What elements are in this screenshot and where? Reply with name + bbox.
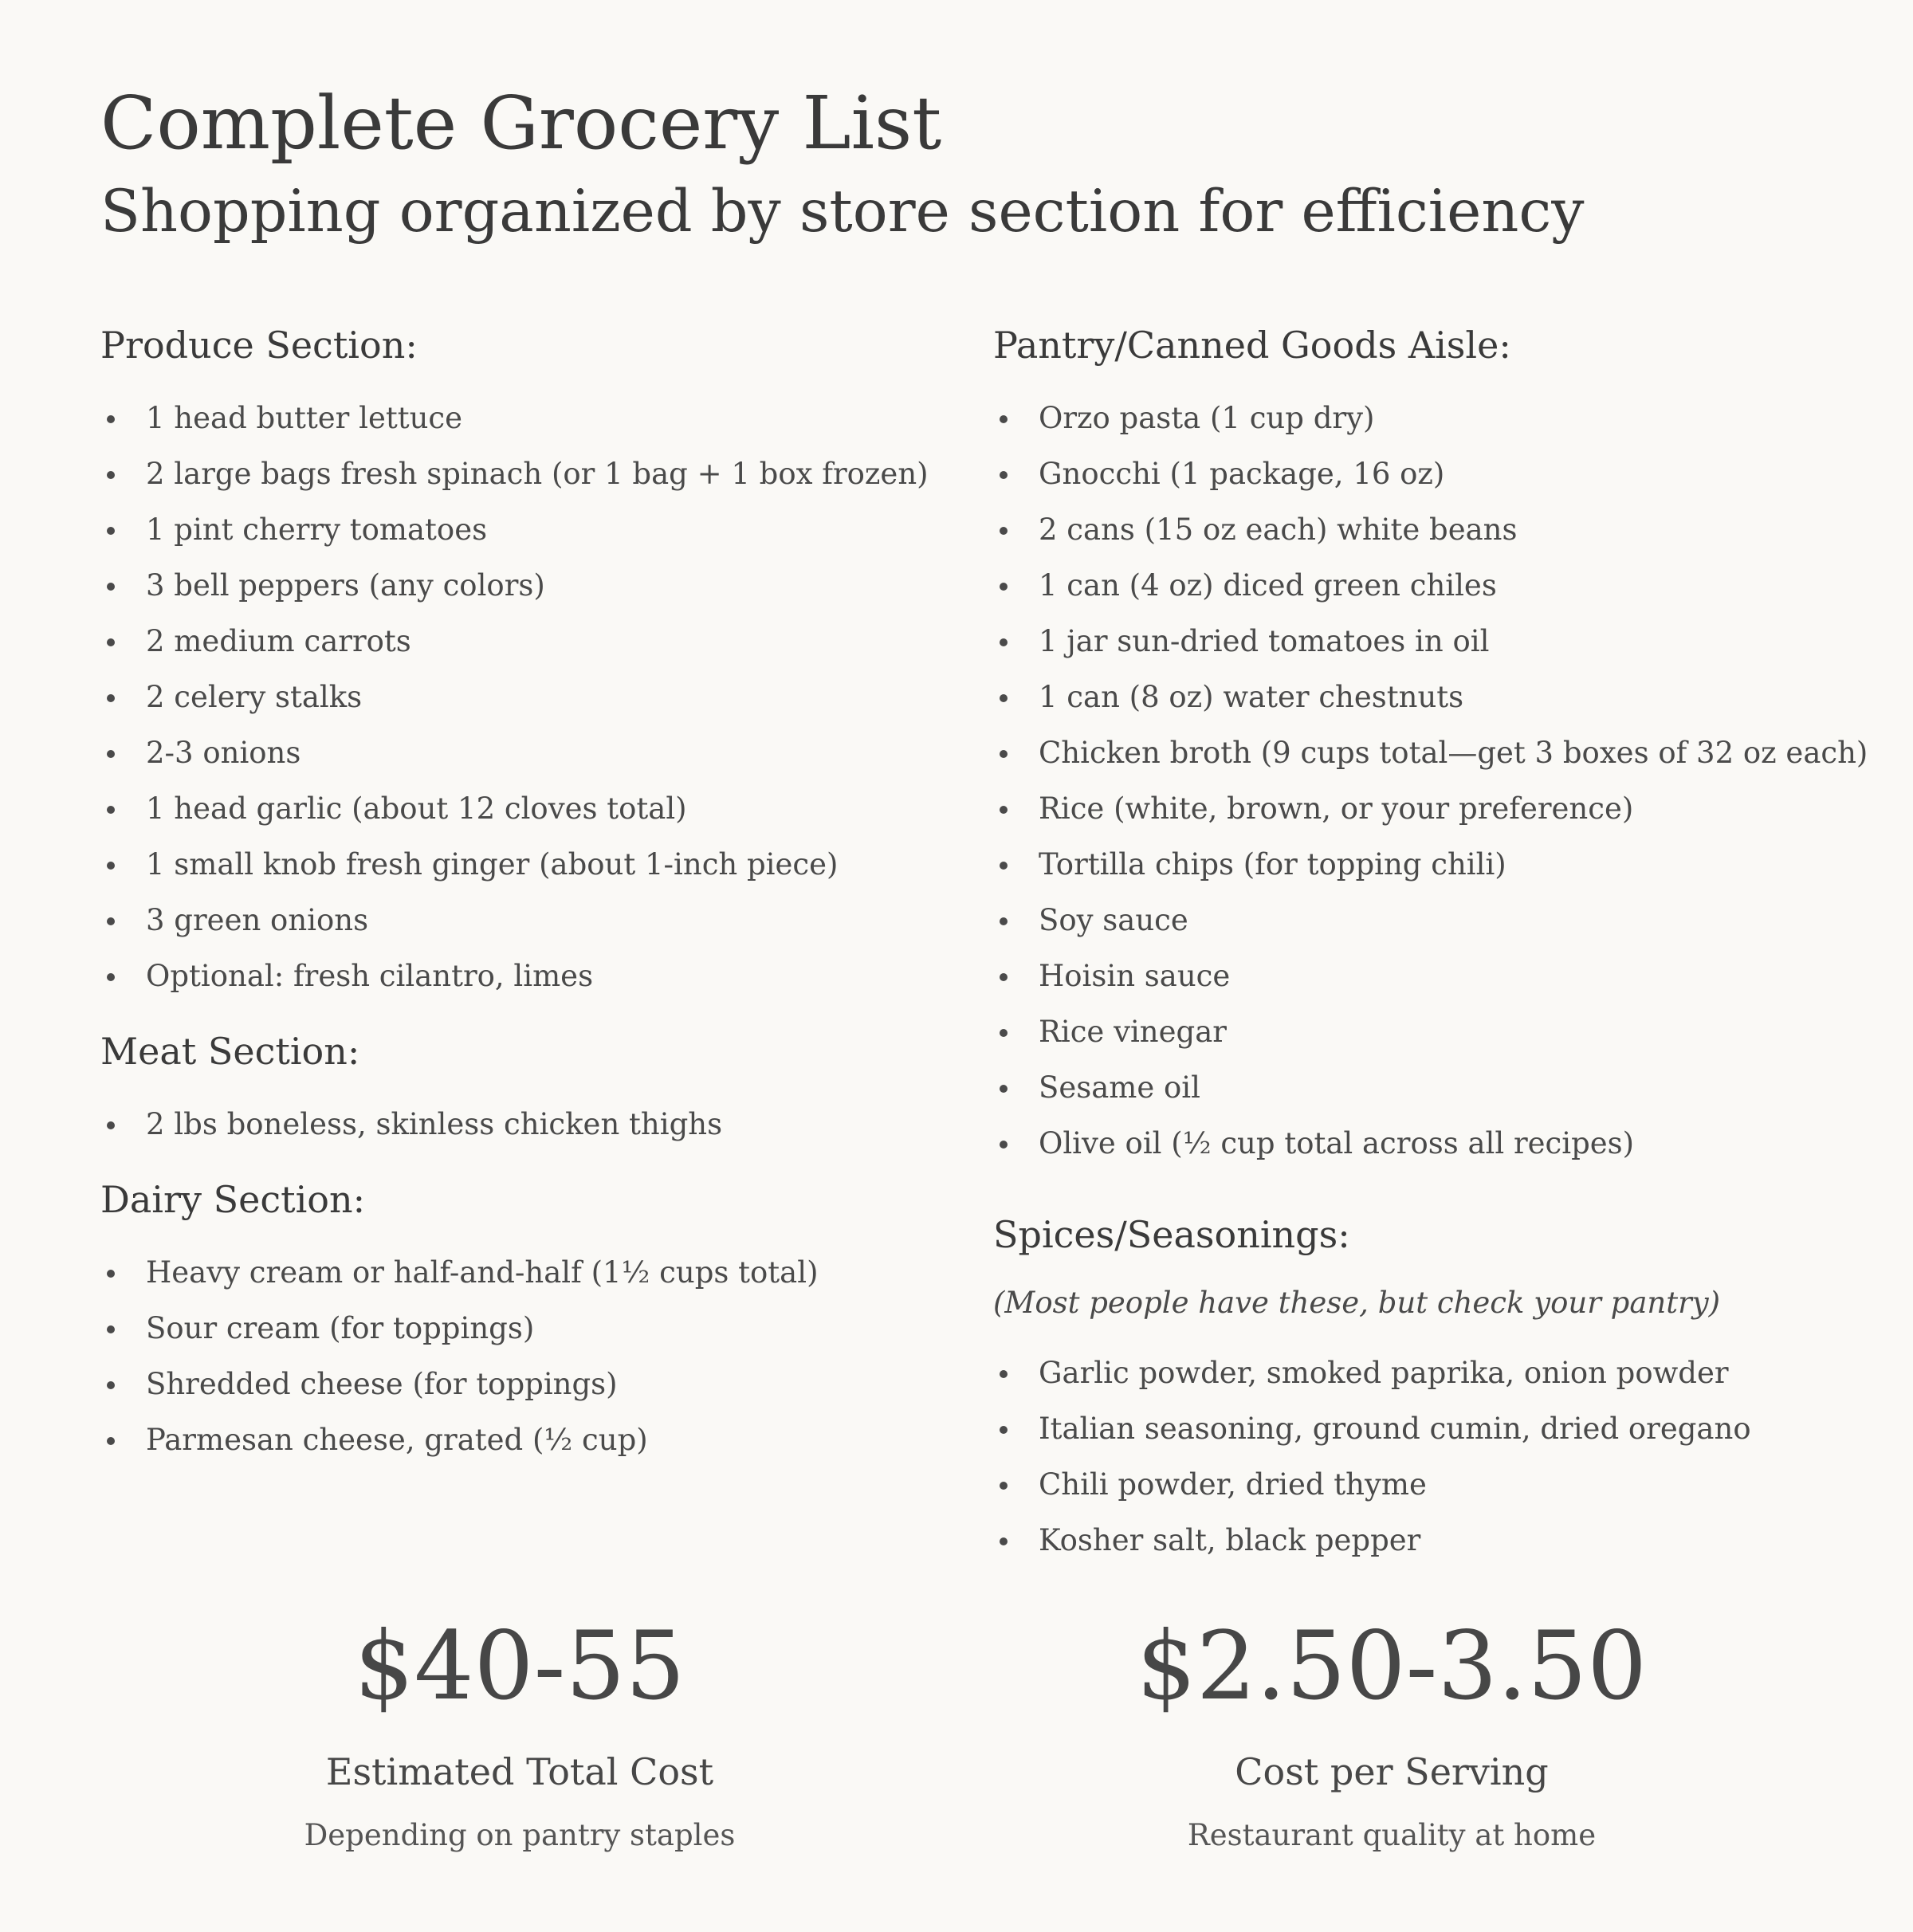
list-item-text: Sour cream (for toppings) [146,1311,535,1345]
list-item [100,725,961,781]
list-item-text: Olive oil (½ cup total across all recipes) [1039,1126,1635,1160]
list-item [993,558,1886,614]
list-item [993,1457,1886,1513]
list-item-text: 2 large bags fresh spinach (or 1 bag + 1 box frozen) [146,457,929,491]
page-title: Complete Grocery List [100,80,942,166]
bullet-icon [107,694,115,702]
bullet-icon [107,973,115,981]
spices-heading: Spices/Seasonings: [993,1213,1350,1256]
list-item [993,1401,1886,1457]
list-item [100,446,961,502]
bullet-icon [1000,806,1008,814]
bullet-icon [107,583,115,591]
list-item-text: Shredded cheese (for toppings) [146,1367,618,1401]
list-item-text: Garlic powder, smoked paprika, onion powder [1039,1356,1729,1390]
bullet-icon [107,1121,115,1129]
list-item [993,725,1886,781]
list-item [100,1412,961,1468]
bullet-icon [1000,415,1008,423]
per-serving-stat [993,1602,1790,1859]
meat-list [100,1097,961,1153]
bullet-icon [1000,1370,1008,1378]
total-cost-note: Depending on pantry staples [304,1818,736,1852]
list-item [993,1513,1886,1569]
total-cost-stat [121,1602,918,1859]
list-item [100,558,961,614]
list-item [100,837,961,893]
list-item-text: Kosher salt, black pepper [1039,1523,1421,1557]
spices-note: (Most people have these, but check your pantry) [993,1286,1721,1320]
list-item-text: 2 cans (15 oz each) white beans [1039,512,1518,547]
bullet-icon [107,917,115,925]
page-subtitle: Shopping organized by store section for efficiency [100,178,1585,245]
list-item [100,893,961,948]
bullet-icon [1000,1085,1008,1093]
bullet-icon [1000,694,1008,702]
list-item-text: Orzo pasta (1 cup dry) [1039,401,1375,435]
bullet-icon [107,527,115,535]
list-item-text: 1 jar sun-dried tomatoes in oil [1039,624,1490,658]
list-item-text: 1 small knob fresh ginger (about 1-inch piece) [146,847,839,882]
bullet-icon [1000,1482,1008,1490]
list-item [100,502,961,558]
pantry-list [993,391,1886,1172]
bullet-icon [1000,527,1008,535]
bullet-icon [1000,638,1008,646]
list-item-text: 1 head butter lettuce [146,401,463,435]
list-item [100,614,961,670]
list-item-text: Soy sauce [1039,903,1188,937]
list-item [100,948,961,1004]
list-item-text: 3 green onions [146,903,369,937]
bullet-icon [1000,1426,1008,1434]
bullet-icon [1000,862,1008,870]
list-item-text: 2 medium carrots [146,624,411,658]
total-cost-label: Estimated Total Cost [325,1750,714,1793]
list-item [100,781,961,837]
list-item-text: Chicken broth (9 cups total—get 3 boxes of 32 oz each) [1039,736,1868,770]
list-item-text: Rice (white, brown, or your preference) [1039,791,1634,826]
list-item-text: Chili powder, dried thyme [1039,1467,1427,1502]
bullet-icon [107,1325,115,1333]
list-item [993,1004,1886,1060]
spices-list [993,1345,1886,1569]
list-item [100,391,961,446]
list-item [993,1345,1886,1401]
bullet-icon [1000,1029,1008,1037]
bullet-icon [107,1270,115,1278]
list-item [993,781,1886,837]
bullet-icon [107,1381,115,1389]
total-cost-value: $40-55 [354,1611,685,1721]
list-item [993,948,1886,1004]
pantry-heading: Pantry/Canned Goods Aisle: [993,324,1511,367]
list-item-text: Sesame oil [1039,1070,1200,1105]
bullet-icon [107,1437,115,1445]
list-item [993,391,1886,446]
bullet-icon [107,862,115,870]
list-item-text: 1 head garlic (about 12 cloves total) [146,791,687,826]
list-item [993,837,1886,893]
list-item-text: 1 can (8 oz) water chestnuts [1039,680,1464,714]
produce-heading: Produce Section: [100,324,418,367]
list-item-text: 2-3 onions [146,736,301,770]
list-item [993,502,1886,558]
bullet-icon [1000,917,1008,925]
list-item-text: 1 can (4 oz) diced green chiles [1039,568,1497,603]
list-item-text: Gnocchi (1 package, 16 oz) [1039,457,1445,491]
produce-list [100,391,961,1004]
list-item-text: Parmesan cheese, grated (½ cup) [146,1423,648,1457]
list-item [100,1245,961,1301]
bullet-icon [1000,471,1008,479]
list-item [100,1097,961,1153]
list-item [100,1301,961,1357]
list-item-text: Rice vinegar [1039,1015,1227,1049]
list-item-text: Hoisin sauce [1039,959,1231,993]
list-item-text: Optional: fresh cilantro, limes [146,959,594,993]
meat-heading: Meat Section: [100,1030,360,1073]
list-item [993,446,1886,502]
bullet-icon [1000,1537,1008,1545]
per-serving-label: Cost per Serving [1235,1750,1549,1793]
bullet-icon [1000,583,1008,591]
bullet-icon [107,638,115,646]
bullet-icon [107,806,115,814]
dairy-heading: Dairy Section: [100,1178,366,1221]
list-item-text: 2 lbs boneless, skinless chicken thighs [146,1107,723,1141]
dairy-list [100,1245,961,1468]
list-item-text: Italian seasoning, ground cumin, dried oregano [1039,1412,1751,1446]
list-item-text: 1 pint cherry tomatoes [146,512,488,547]
list-item-text: 2 celery stalks [146,680,363,714]
list-item [100,670,961,725]
per-serving-note: Restaurant quality at home [1187,1818,1597,1852]
bullet-icon [107,471,115,479]
list-item-text: 3 bell peppers (any colors) [146,568,545,603]
left-column [100,319,961,1468]
right-column [993,319,1886,1569]
list-item [100,1357,961,1412]
list-item [993,614,1886,670]
bullet-icon [107,750,115,758]
list-item-text: Heavy cream or half-and-half (1½ cups total) [146,1255,819,1290]
bullet-icon [1000,1141,1008,1149]
list-item [993,1116,1886,1172]
list-item-text: Tortilla chips (for topping chili) [1039,847,1506,882]
per-serving-value: $2.50-3.50 [1136,1611,1648,1721]
bullet-icon [1000,750,1008,758]
bullet-icon [1000,973,1008,981]
bullet-icon [107,415,115,423]
list-item [993,893,1886,948]
list-item [993,670,1886,725]
list-item [993,1060,1886,1116]
